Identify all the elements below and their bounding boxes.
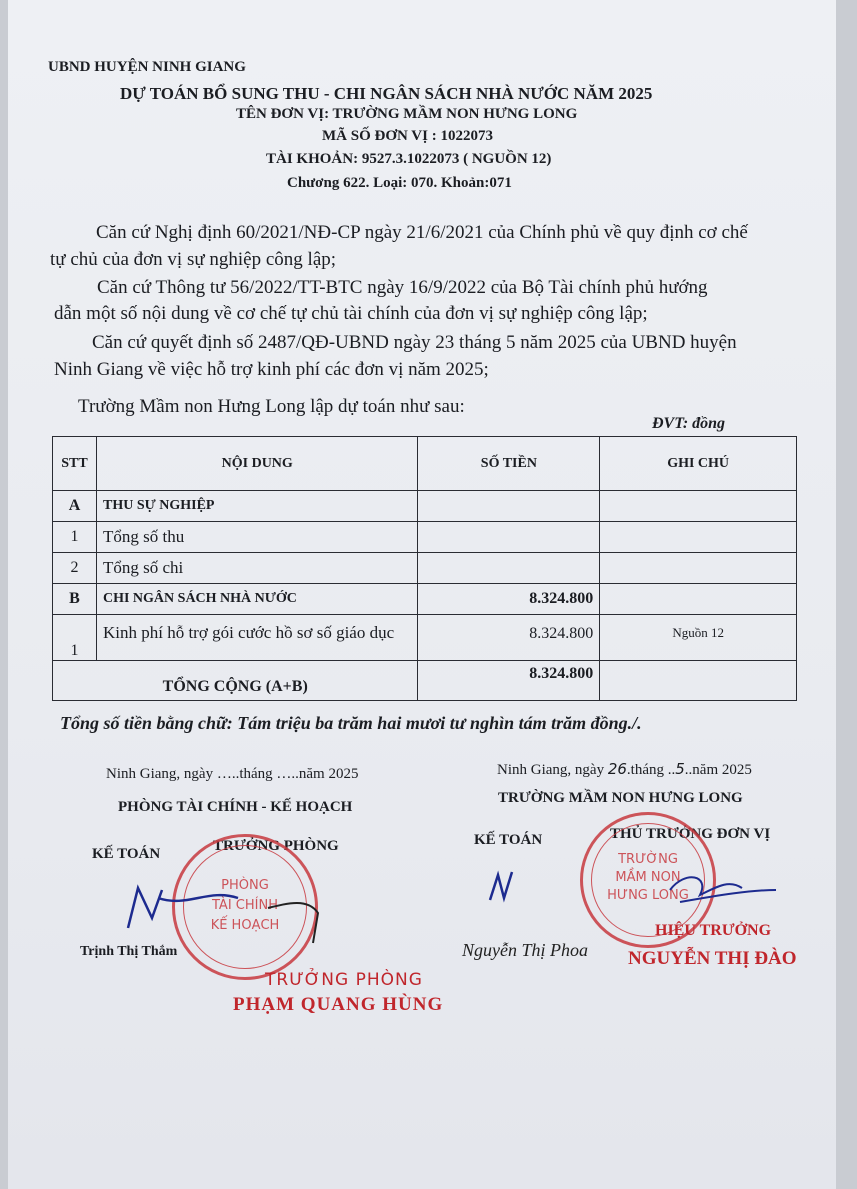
amount-in-words: Tổng số tiền bằng chữ: Tám triệu ba trăm hai mươi tư nghìn tám trăm đồng./. [60,713,642,733]
document-title: DỰ TOÁN BỔ SUNG THU - CHI NGÂN SÁCH NHÀ NƯỚC NĂM 2025 [120,84,653,103]
row-stt: B [53,584,97,615]
left-accountant-name: Trịnh Thị Thắm [80,944,178,959]
finance-dept-name: PHÒNG TÀI CHÍNH - KẾ HOẠCH [118,799,353,815]
row-note: Nguồn 12 [600,615,797,661]
left-date-line: Ninh Giang, ngày …..tháng …..năm 2025 [106,766,359,782]
header-stt: STT [53,437,97,491]
basis-2-line-2: dẫn một số nội dung về cơ chế tự chủ tài chính của đơn vị sự nghiệp công lập; [54,303,648,324]
basis-3-line-1: Căn cứ quyết định số 2487/QĐ-UBND ngày 23 tháng 5 năm 2025 của UBND huyện [92,332,737,353]
right-date-line [497,760,752,779]
row-content: Tổng số chi [96,553,418,584]
right-date-day: 26 [607,760,627,778]
header-note: GHI CHÚ [600,437,797,491]
org-header: UBND HUYỆN NINH GIANG [48,59,246,75]
basis-1-line-2: tự chủ của đơn vị sự nghiệp công lập; [50,249,337,270]
right-accountant-name: Nguyễn Thị Phoa [462,940,588,960]
row-content: CHI NGÂN SÁCH NHÀ NƯỚC [96,584,418,615]
basis-3-line-2: Ninh Giang về việc hỗ trợ kinh phí các đơn vị năm 2025; [54,359,489,380]
right-date-prefix: Ninh Giang, ngày [497,762,608,778]
basis-2-line-1: Căn cứ Thông tư 56/2022/TT-BTC ngày 16/9/2022 của Bộ Tài chính phủ hướng [97,277,708,298]
left-stamp-name: PHẠM QUANG HÙNG [233,994,444,1015]
left-stamp-role: TRƯỞNG PHÒNG [265,970,423,990]
left-head-role: TRƯỞNG PHÒNG [213,838,339,854]
right-signatures [480,860,780,920]
row-note [600,491,797,522]
right-date-year: ..năm 2025 [684,762,752,778]
total-label: TỔNG CỘNG (A+B) [53,661,418,701]
row-amount [418,491,600,522]
right-date-month-prefix: .tháng .. [626,762,676,778]
row-amount: 8.324.800 [418,584,600,615]
header-amount: SỐ TIỀN [418,437,600,491]
table-row [53,615,797,661]
row-note [600,584,797,615]
finance-dept-seal: PHÒNG TÀI CHÍNH KẾ HOẠCH [172,834,318,980]
row-content: THU SỰ NGHIỆP [96,491,418,522]
table-row [53,584,797,615]
total-note [600,661,797,701]
right-head-role: THỦ TRƯỞNG ĐƠN VỊ [610,826,771,842]
table-row [53,522,797,553]
table-row [53,491,797,522]
row-amount [418,553,600,584]
left-accountant-role: KẾ TOÁN [92,846,161,862]
chapter-line: Chương 622. Loại: 070. Khoản:071 [287,175,512,191]
intro-line: Trường Mầm non Hưng Long lập dự toán như sau: [78,396,465,417]
currency-unit: ĐVT: đồng [652,415,726,432]
row-content: Kinh phí hỗ trợ gói cước hồ sơ số giáo dục [96,615,418,661]
unit-name: TÊN ĐƠN VỊ: TRƯỜNG MẦM NON HƯNG LONG [236,106,578,122]
row-note [600,553,797,584]
basis-1-line-1: Căn cứ Nghị định 60/2021/NĐ-CP ngày 21/6/2021 của Chính phủ về quy định cơ chế [96,222,748,243]
row-content: Tổng số thu [96,522,418,553]
table-total-row [53,661,797,701]
budget-table [52,436,797,701]
right-stamp-name: NGUYỄN THỊ ĐÀO [628,948,797,969]
row-stt: 1 [53,615,97,661]
row-stt: A [53,491,97,522]
right-stamp-role: HIỆU TRƯỞNG [655,922,772,939]
table-header-row [53,437,797,491]
total-amount: 8.324.800 [418,661,600,701]
right-date-month: 5 [675,760,685,778]
row-amount [418,522,600,553]
unit-code: MÃ SỐ ĐƠN VỊ : 1022073 [322,128,493,144]
left-signatures [118,868,338,948]
row-amount: 8.324.800 [418,615,600,661]
school-seal: TRƯỜNG MẦM NON HƯNG LONG [580,812,716,948]
row-stt: 1 [53,522,97,553]
header-content: NỘI DUNG [96,437,418,491]
account-number: TÀI KHOẢN: 9527.3.1022073 ( NGUỒN 12) [266,151,552,167]
table-row [53,553,797,584]
row-note [600,522,797,553]
school-name: TRƯỜNG MẦM NON HƯNG LONG [498,790,743,806]
row-stt: 2 [53,553,97,584]
right-accountant-role: KẾ TOÁN [474,832,543,848]
